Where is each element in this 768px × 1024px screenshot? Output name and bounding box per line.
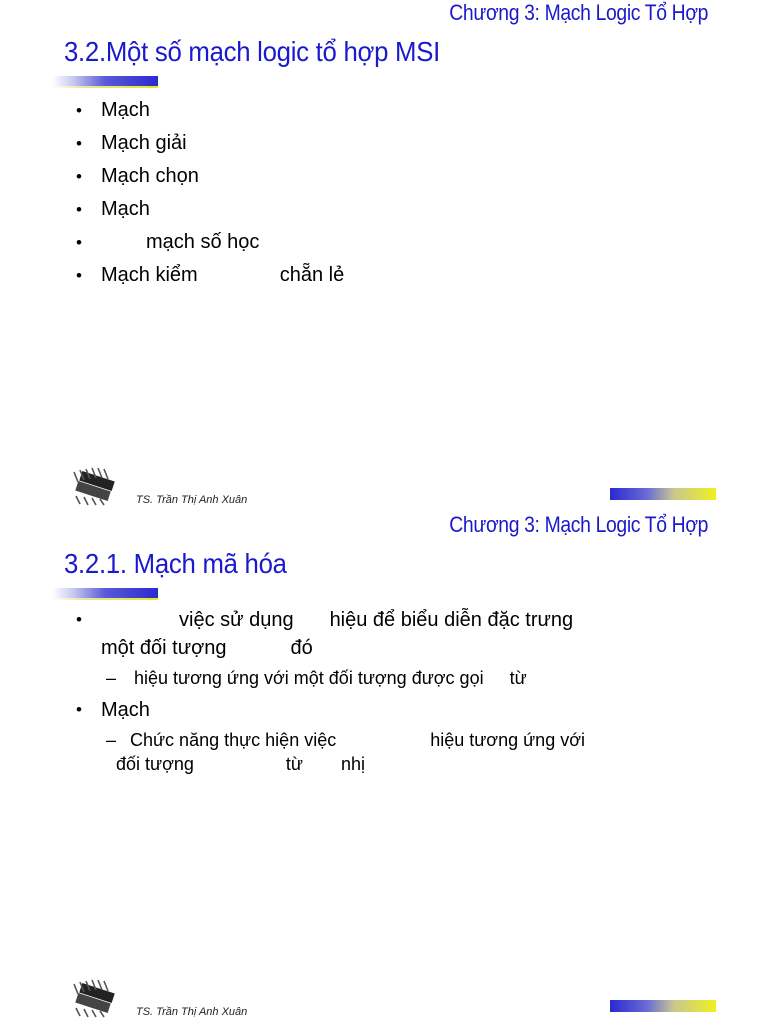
content-block: [76, 606, 716, 776]
footer-gradient-bar: [610, 488, 716, 500]
title-underline-bar: [52, 76, 158, 86]
sub-bullet-item: – hiệu tương ứng với một đối tượng được gọi từ: [106, 668, 527, 688]
bullet-item: • mạch số học: [76, 226, 344, 259]
title-underline-bar: [52, 588, 158, 598]
bullet-item: • Mạch kiểm chẵn lẻ: [76, 259, 344, 292]
chapter-heading: Chương 3: Mạch Logic Tổ Hợp: [449, 512, 708, 537]
bullet-item: • Mạch: [76, 193, 344, 226]
sub-bullet-item: – Chức năng thực hiện việc hiệu tương ứng với đối tượng từ nhị: [106, 730, 586, 774]
bullet-item: • Mạch: [76, 94, 344, 127]
slide-2: [0, 512, 768, 1024]
bullet-item: • Mạch: [76, 699, 150, 721]
ic-chip-icon: [70, 466, 122, 506]
bullet-item: • Mạch chọn: [76, 160, 344, 193]
author-name: TS. Trần Thị Anh Xuân: [136, 494, 248, 506]
slide-title: 3.2.Một số mạch logic tổ hợp MSI: [64, 36, 441, 67]
ic-chip-icon: [70, 978, 122, 1018]
bullet-item: • việc sử dụng hiệu để biểu diễn đặc trưng một đối tượng đó: [76, 609, 574, 659]
author-name: TS. Trần Thị Anh Xuân: [136, 1006, 248, 1018]
slide-title: 3.2.1. Mạch mã hóa: [64, 548, 287, 579]
footer-gradient-bar: [610, 1000, 716, 1012]
bullet-list: [76, 94, 344, 292]
bullet-item: • Mạch giải: [76, 127, 344, 160]
chapter-heading: Chương 3: Mạch Logic Tổ Hợp: [449, 0, 708, 25]
